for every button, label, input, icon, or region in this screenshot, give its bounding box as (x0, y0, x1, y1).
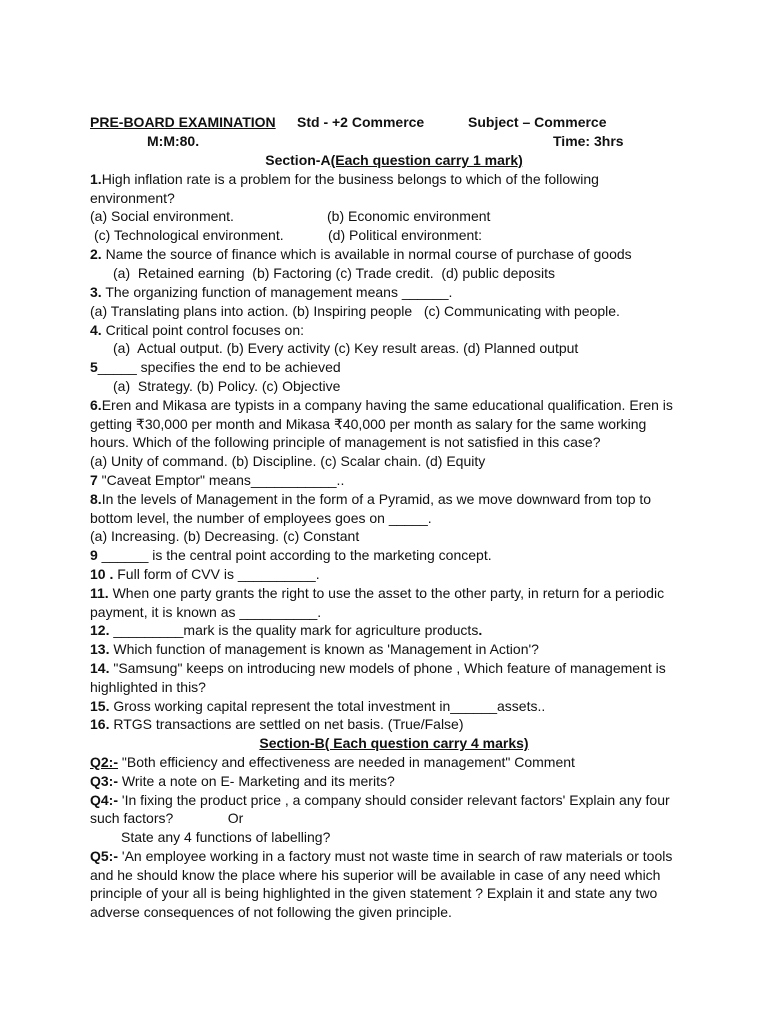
max-marks: M:M:80. (147, 133, 200, 149)
question-text: Gross working capital represent the total investment in______assets.. (109, 697, 546, 714)
question-6-options: (a) Unity of command. (b) Discipline. (c) Scalar chain. (d) Equity (90, 453, 486, 470)
section-a-heading (90, 151, 690, 170)
question-end-mark: . (478, 622, 483, 639)
question-3 (90, 283, 690, 302)
question-11-cont: payment, it is known as __________. (90, 603, 322, 620)
question-text: "Samsung" keeps on introducing new models of phone , Which feature of management is (109, 659, 666, 676)
question-4-options: (a) Actual output. (b) Every activity (c) Key result areas. (d) Planned output (113, 340, 579, 357)
section-b-q2 (90, 753, 690, 772)
option-d: (d) Political environment: (328, 227, 483, 244)
question-4 (90, 321, 690, 340)
question-1-options-ab (90, 207, 690, 226)
question-5-options: (a) Strategy. (b) Policy. (c) Objective (113, 377, 341, 394)
question-text: Critical point control focuses on: (101, 321, 305, 338)
question-number: 4. (90, 321, 102, 338)
section-b-q4 (90, 791, 690, 810)
question-number: 12. (90, 622, 110, 639)
question-8 (90, 490, 690, 509)
question-text: Full form of CVV is __________. (113, 565, 320, 582)
question-text: "Caveat Emptor" means___________.. (97, 471, 345, 488)
section-b-q5 (90, 847, 690, 866)
question-text: 'In fixing the product price , a company should consider relevant factors' Explain any four (118, 791, 670, 808)
question-number: 15. (90, 697, 110, 714)
question-1-options-cd (90, 226, 690, 245)
time-label: Time: 3hrs (553, 133, 624, 149)
question-text: _________mark is the quality mark for agriculture products (109, 622, 479, 639)
question-text: Which function of management is known as 'Management in Action'? (109, 641, 539, 658)
section-b-q4-cont: such factors? Or (90, 810, 244, 827)
header-row-2 (90, 132, 690, 151)
question-12 (90, 621, 690, 640)
question-text: "Both efficiency and effectiveness are needed in management" Comment (118, 753, 575, 770)
option-b: (b) Economic environment (327, 208, 491, 225)
question-1-cont: environment? (90, 189, 175, 206)
question-5 (90, 358, 690, 377)
question-6 (90, 396, 690, 415)
question-text: Write a note on E- Marketing and its merits? (118, 772, 395, 789)
question-number: 10 . (90, 565, 114, 582)
question-number: 5 (90, 359, 98, 376)
question-10 (90, 565, 690, 584)
question-text: ______ is the central point according to the marketing concept. (97, 547, 492, 564)
question-text: _____ specifies the end to be achieved (97, 359, 341, 376)
question-text: RTGS transactions are settled on net basis. (True/False) (109, 716, 464, 733)
question-number: 6. (90, 396, 102, 413)
question-text: The organizing function of management means ______. (101, 283, 453, 300)
question-6-cont-2: hours. Which of the following principle of management is not satisfied in this case? (90, 434, 601, 451)
question-number: 16. (90, 716, 110, 733)
question-number: 2. (90, 246, 102, 263)
question-label: Q5:- (90, 847, 118, 864)
question-6-cont-1: getting ₹30,000 per month and Mikasa ₹40,000 per month as salary for the same working (90, 415, 647, 432)
question-15 (90, 697, 690, 716)
std-label: Std - +2 Commerce (297, 114, 425, 130)
section-b-heading: Section-B( Each question carry 4 marks) (259, 735, 529, 752)
question-number: 11. (90, 584, 109, 601)
option-a: (a) Social environment. (90, 208, 234, 225)
section-a-note: (Each question carry 1 mark) (330, 152, 523, 168)
question-16 (90, 715, 690, 734)
section-b-q5-cont-3: adverse consequences of not following the given principle. (90, 904, 452, 921)
question-14 (90, 659, 690, 678)
question-2 (90, 245, 690, 264)
question-number: 13. (90, 641, 110, 658)
question-8-cont: bottom level, the number of employees goes on _____. (90, 509, 432, 526)
subject-label: Subject – Commerce (468, 114, 607, 130)
question-number: 7 (90, 471, 98, 488)
header-row-1 (90, 113, 690, 132)
question-label: Q2:- (90, 753, 118, 770)
question-number: 14. (90, 659, 110, 676)
question-label: Q3:- (90, 772, 118, 789)
question-number: 9 (90, 547, 98, 564)
question-2-options: (a) Retained earning (b) Factoring (c) Trade credit. (d) public deposits (113, 265, 555, 282)
question-label: Q4:- (90, 791, 118, 808)
question-7 (90, 471, 690, 490)
question-text: When one party grants the right to use the asset to the other party, in return for a periodic (108, 584, 665, 601)
section-b-q4-alt: State any 4 functions of labelling? (121, 829, 331, 846)
question-9 (90, 546, 690, 565)
section-a-title: Section-A (265, 152, 331, 168)
question-13 (90, 640, 690, 659)
document-body (90, 113, 690, 922)
question-text: In the levels of Management in the form of a Pyramid, as we move downward from top to (101, 490, 652, 507)
question-text: Name the source of finance which is available in normal course of purchase of goods (101, 246, 632, 263)
section-b-q3 (90, 772, 690, 791)
question-1 (90, 170, 690, 189)
question-number: 8. (90, 490, 102, 507)
question-14-cont: highlighted in this? (90, 678, 206, 695)
question-number: 1. (90, 170, 102, 187)
section-b-q5-cont-1: and he should know the place where his superior will be available in case of any need which (90, 866, 661, 883)
question-text: High inflation rate is a problem for the business belongs to which of the following (101, 170, 599, 187)
question-11 (90, 584, 690, 603)
option-c: (c) Technological environment. (94, 227, 284, 244)
exam-title: PRE-BOARD EXAMINATION (90, 114, 276, 130)
question-number: 3. (90, 283, 102, 300)
question-text: Eren and Mikasa are typists in a company having the same educational qualification. Eren is (101, 396, 673, 413)
question-8-options: (a) Increasing. (b) Decreasing. (c) Constant (90, 528, 360, 545)
section-b-q5-cont-2: principle of your all is being highlighted in the given statement ? Explain it and state any two (90, 885, 658, 902)
question-text: 'An employee working in a factory must not waste time in search of raw materials or tools (118, 847, 673, 864)
question-3-options: (a) Translating plans into action. (b) Inspiring people (c) Communicating with people. (90, 302, 620, 319)
